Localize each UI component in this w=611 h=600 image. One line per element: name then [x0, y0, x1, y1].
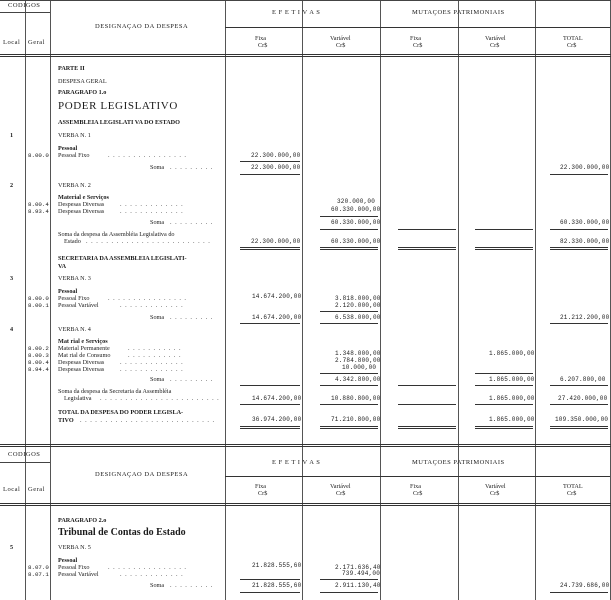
soma-sec-mut: 1.865.000,00 [489, 395, 535, 402]
value-mut: 1.865.000,00 [489, 350, 535, 357]
value-var: 320.000,00 [337, 198, 376, 205]
group-label: Pessoal [58, 288, 78, 295]
rule [398, 404, 456, 405]
item-label: Pessoal Fixo [58, 564, 90, 571]
rule [398, 385, 456, 386]
designacao-header: DESIGNAÇAO DA DESPESA [95, 471, 189, 478]
rule [320, 216, 378, 217]
currency-label: Cr$ [336, 490, 346, 497]
soma-fixa: 14.674.200,00 [252, 314, 302, 321]
item-label: Despesas Diversas [58, 366, 105, 373]
item-label: Despesas Diversas [58, 201, 105, 208]
leader-dots: . . . . . . . . . . . . . [120, 302, 184, 309]
value-var: 1.348.000,00 [335, 350, 381, 357]
mutacoes-header: MUTAÇOES PATRIMONIAIS [412, 459, 505, 466]
soma-ass-var: 60.330.000,00 [331, 238, 381, 245]
fixa-header: Fixa [255, 483, 267, 490]
efetivas-header: E F E T I V A S [272, 9, 321, 16]
soma-ass-total: 82.330.000,00 [560, 238, 610, 245]
soma-sec-total: 27.420.000,00 [558, 395, 608, 402]
leader-dots: . . . . . . . . . . . . . [120, 201, 184, 208]
local-code: 3 [10, 275, 14, 282]
currency-label: Cr$ [413, 42, 423, 49]
rule [550, 404, 608, 405]
soma-fixa: 21.828.555,60 [252, 582, 302, 589]
local-header: Local [3, 486, 21, 493]
designacao-header: DESIGNAÇAO DA DESPESA [95, 23, 189, 30]
leader-dots: . . . . . . . . . . . . . [120, 571, 184, 578]
value-var: 3.818.000,00 [335, 295, 381, 302]
variavel-header: Variável [485, 35, 506, 42]
despesa-geral-label: DESPESA GERAL [58, 78, 107, 85]
variavel-header: Variável [330, 483, 351, 490]
leader-dots: . . . . . . . . . . . [128, 352, 182, 359]
col-rule [25, 0, 26, 600]
verba-title: VERBA N. 1 [58, 132, 91, 139]
soma-fixa: 22.300.000,00 [251, 164, 301, 171]
item-label: Despesas Diversas [58, 359, 105, 366]
item-code: 8.07.1 [28, 571, 49, 578]
efetivas-header: E F E T I V A S [272, 459, 321, 466]
tribunal-heading: Tribunal de Contas do Estado [58, 527, 186, 538]
item-code: 8.07.0 [28, 564, 49, 571]
total-poder-mut: 1.865.000,00 [489, 416, 535, 423]
soma-label: Soma [150, 314, 165, 321]
rule [550, 385, 608, 386]
rule [240, 404, 300, 405]
rule [240, 247, 300, 250]
total-value: 21.212.200,00 [560, 314, 610, 321]
currency-label: Cr$ [258, 490, 268, 497]
rule [398, 247, 456, 250]
leader-dots: . . . . . . . . . . . . . . . . . . . . . . . . . [86, 238, 211, 245]
group-label: Pessoal [58, 145, 78, 152]
verba-title: VERBA N. 2 [58, 182, 91, 189]
leader-dots: . . . . . . . . . [170, 582, 214, 589]
local-code: 4 [10, 326, 14, 333]
leader-dots: . . . . . . . . . [170, 376, 214, 383]
rule [0, 0, 611, 1]
currency-label: Cr$ [490, 42, 500, 49]
rule [398, 229, 456, 230]
poder-legislativo-heading: PODER LEGISLATIVO [58, 100, 178, 112]
rule [320, 592, 378, 593]
rule [0, 444, 611, 447]
leader-dots: . . . . . . . . . . . [128, 345, 182, 352]
item-code: 8.00.0 [28, 295, 49, 302]
rule [320, 229, 378, 230]
item-code: 8.00.2 [28, 345, 49, 352]
rule [475, 247, 533, 250]
value-fixa: 14.674.200,00 [252, 293, 302, 300]
value-var: 2.171.636,40 [335, 564, 381, 571]
rule [240, 426, 300, 429]
geral-header: Geral [28, 39, 45, 46]
rule [225, 27, 610, 28]
item-label: Pessoal Variável [58, 571, 99, 578]
leader-dots: . . . . . . . . . [170, 164, 214, 171]
local-code: 5 [10, 544, 14, 551]
soma-sec-var: 10.880.800,00 [331, 395, 381, 402]
local-header: Local [3, 39, 21, 46]
rule [320, 426, 378, 429]
col-rule [535, 0, 536, 600]
soma-sec-fixa: 14.674.200,00 [252, 395, 302, 402]
item-label: Material Permanente [58, 345, 110, 352]
soma-secretaria-label: Soma da despesa da Secretaria da Assembléia [58, 388, 172, 395]
currency-label: Cr$ [567, 490, 577, 497]
total-poder-total: 109.350.000,00 [555, 416, 609, 423]
rule [240, 161, 300, 162]
soma-mut: 1.865.000,00 [489, 376, 535, 383]
total-header: TOTAL [563, 35, 583, 42]
item-code: 8.00.3 [28, 352, 49, 359]
currency-label: Cr$ [336, 42, 346, 49]
leader-dots: . . . . . . . . . . . . . . . . [108, 564, 187, 571]
soma-label: Soma [150, 582, 165, 589]
soma-var: 4.342.800,00 [335, 376, 381, 383]
total-value: 60.330.000,00 [560, 219, 610, 226]
rule [0, 12, 50, 13]
soma-label: Soma [150, 219, 165, 226]
rule [475, 404, 533, 405]
rule [475, 385, 533, 386]
parte-label: PARTE II [58, 65, 85, 72]
item-code: 8.93.4 [28, 208, 49, 215]
item-label: Despesas Diversas [58, 208, 105, 215]
secretaria-heading: VA [58, 263, 67, 270]
rule [240, 592, 300, 593]
total-value: 22.300.000,00 [560, 164, 610, 171]
item-code: 8.00.0 [28, 152, 49, 159]
item-code: 8.00.4 [28, 359, 49, 366]
rule [550, 247, 608, 250]
rule [320, 404, 378, 405]
value-var: 2.784.800,00 [335, 357, 381, 364]
rule [0, 54, 611, 57]
rule [240, 579, 300, 580]
value-fixa: 21.828.555,60 [252, 562, 302, 569]
rule [240, 385, 300, 386]
total-poder-var: 71.210.800,00 [331, 416, 381, 423]
paragrafo-label: PARAGRAFO 2.o [58, 517, 107, 524]
rule [0, 462, 50, 463]
rule [225, 476, 610, 477]
soma-ass-fixa: 22.300.000,00 [251, 238, 301, 245]
rule [475, 229, 533, 230]
leader-dots: . . . . . . . . . . . . . . . . [108, 152, 187, 159]
rule [240, 323, 300, 324]
leader-dots: . . . . . . . . . [170, 314, 214, 321]
soma-secretaria-label: Legislativa [64, 395, 92, 402]
codigos-label: CODIGOS [8, 451, 41, 458]
rule [550, 174, 608, 175]
value-var: 739.494,00 [342, 570, 381, 577]
verba-title: VERBA N. 5 [58, 544, 91, 551]
item-label: Pessoal Fixo [58, 152, 90, 159]
total-poder-fixa: 36.974.200,00 [252, 416, 302, 423]
fixa-header: Fixa [410, 483, 422, 490]
value-fixa: 22.300.000,00 [251, 152, 301, 159]
total-header: TOTAL [563, 483, 583, 490]
soma-assembleia-label: Estado [64, 238, 81, 245]
leader-dots: . . . . . . . . . . . . . [120, 366, 184, 373]
currency-label: Cr$ [258, 42, 268, 49]
currency-label: Cr$ [413, 490, 423, 497]
col-rule [302, 0, 303, 600]
leader-dots: . . . . . . . . . . . . . . . . . . . . . . . . [100, 395, 220, 402]
variavel-header: Variável [330, 35, 351, 42]
fixa-header: Fixa [410, 35, 422, 42]
soma-label: Soma [150, 164, 165, 171]
rule [550, 229, 608, 230]
col-rule [225, 0, 226, 600]
item-code: 8.00.1 [28, 302, 49, 309]
col-rule [50, 0, 51, 600]
currency-label: Cr$ [567, 42, 577, 49]
total-value: 24.739.686,00 [560, 582, 610, 589]
rule [320, 247, 378, 250]
value-var: 60.330.000,00 [331, 206, 381, 213]
leader-dots: . . . . . . . . . . . . . . . . [108, 295, 187, 302]
rule [320, 323, 378, 324]
rule [398, 426, 456, 429]
fixa-header: Fixa [255, 35, 267, 42]
codigos-label: CODIGOS [8, 2, 41, 9]
verba-title: VERBA N. 3 [58, 275, 91, 282]
total-poder-label: TOTAL DA DESPESA DO PODER LEGISLA- [58, 409, 184, 416]
verba-title: VERBA N. 4 [58, 326, 91, 333]
soma-assembleia-label: Soma da despesa da Assembléia Legislativa do [58, 231, 175, 238]
variavel-header: Variável [485, 483, 506, 490]
group-label: Mat rial e Serviços [58, 338, 108, 345]
rule [550, 426, 608, 429]
soma-label: Soma [150, 376, 165, 383]
item-label: Mat rial de Consumo [58, 352, 111, 359]
leader-dots: . . . . . . . . . . . . . [120, 359, 184, 366]
geral-header: Geral [28, 486, 45, 493]
secretaria-heading: SECRETARIA DA ASSEMBLEIA LEGISLATI- [58, 255, 187, 262]
local-code: 1 [10, 132, 14, 139]
group-label: Pessoal [58, 557, 78, 564]
value-var: 2.120.000,00 [335, 302, 381, 309]
group-label: Material e Serviços [58, 194, 109, 201]
paragrafo-label: PARAGRAFO 1.o [58, 89, 107, 96]
leader-dots: . . . . . . . . . [170, 219, 214, 226]
total-poder-label: TIVO [58, 417, 74, 424]
soma-var: 2.911.130,40 [335, 582, 381, 589]
mutacoes-header: MUTAÇOES PATRIMONIAIS [412, 9, 505, 16]
assembleia-heading: ASSEMBLEIA LEGISLATI VA DO ESTADO [58, 119, 180, 126]
rule [320, 311, 378, 312]
leader-dots: . . . . . . . . . . . . . [120, 208, 184, 215]
soma-var: 60.330.000,00 [331, 219, 381, 226]
rule [550, 592, 608, 593]
item-label: Pessoal Fixo [58, 295, 90, 302]
item-code: 8.00.4 [28, 201, 49, 208]
rule [550, 323, 608, 324]
local-code: 2 [10, 182, 14, 189]
value-var: 10.000,00 [342, 364, 377, 371]
total-value: 6.207.800,00 [560, 376, 606, 383]
item-code: 8.94.4 [28, 366, 49, 373]
leader-dots: . . . . . . . . . . . . . . . . . . . . . . . . . . . [80, 417, 215, 424]
currency-label: Cr$ [490, 490, 500, 497]
rule [320, 385, 378, 386]
rule [475, 373, 533, 374]
rule [320, 373, 378, 374]
col-rule [458, 0, 459, 600]
soma-var: 6.538.000,00 [335, 314, 381, 321]
rule [0, 503, 611, 506]
rule [475, 426, 533, 429]
rule [320, 579, 378, 580]
rule [240, 174, 300, 175]
item-label: Pessoal Variável [58, 302, 99, 309]
